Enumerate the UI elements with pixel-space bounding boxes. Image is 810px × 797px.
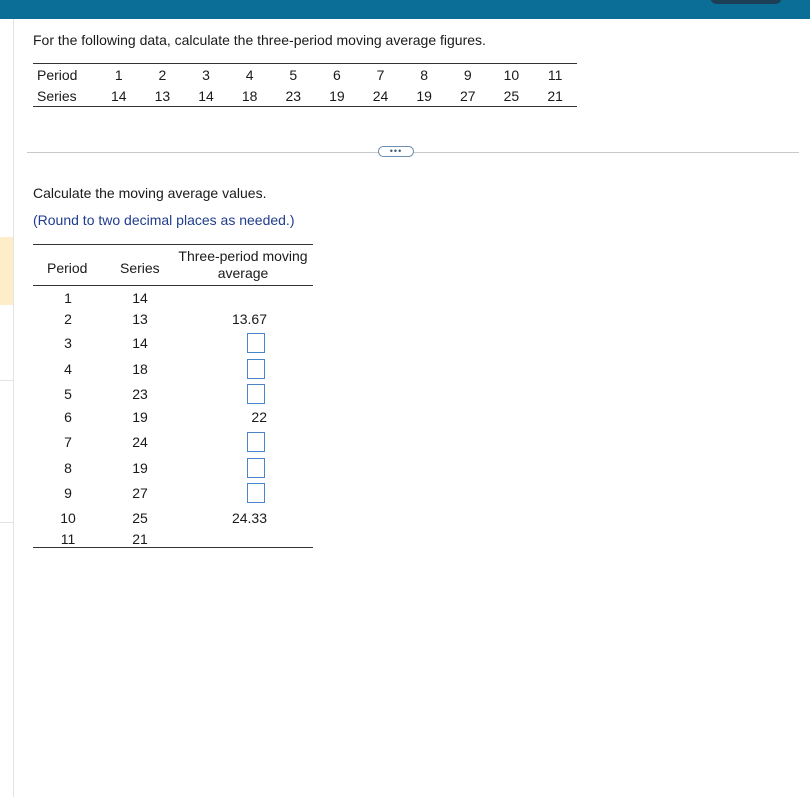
row-period: 9 [64,485,72,501]
table-row [33,407,313,427]
header-avg-line1: Three-period moving [178,248,308,264]
table-row [33,359,313,379]
row-period: 6 [64,409,72,425]
moving-average-input[interactable] [247,458,265,478]
table-body [33,286,313,547]
row-period: 4 [64,361,72,377]
period-cell: 9 [446,64,490,86]
row-period: 3 [64,335,72,351]
table-row [33,288,313,308]
table-row [33,529,313,549]
data-table [33,63,577,107]
header-moving-average [173,248,313,282]
moving-average-input[interactable] [247,333,265,353]
row-series: 25 [132,510,148,526]
header-avg-line2: average [217,265,269,281]
row-period: 5 [64,386,72,402]
table-row [33,432,313,452]
rounding-note: (Round to two decimal places as needed.) [33,212,295,228]
period-cell: 11 [533,64,577,86]
series-cell: 18 [228,85,272,107]
top-bar-button[interactable] [710,0,782,4]
table-row [33,508,313,528]
series-cell: 14 [184,85,228,107]
left-rule [13,19,14,797]
row-series: 23 [132,386,148,402]
series-cell: 13 [141,85,185,107]
moving-average-input[interactable] [247,359,265,379]
table-row [33,309,313,329]
moving-average-table [33,244,313,548]
top-bar [0,0,810,19]
period-cell: 2 [141,64,185,86]
moving-average-input[interactable] [247,384,265,404]
row-series: 14 [132,335,148,351]
row-period: 2 [64,311,72,327]
moving-average-input[interactable] [247,483,265,503]
period-cell: 10 [490,64,534,86]
series-cell: 14 [97,85,141,107]
table-row [33,458,313,478]
table-header [33,245,313,286]
row-series: 13 [132,311,148,327]
row-period: 7 [64,434,72,450]
series-cell: 21 [533,85,577,107]
row-series: 19 [132,460,148,476]
series-row-label: Series [33,85,97,107]
moving-average-input[interactable] [247,432,265,452]
period-cell: 7 [359,64,403,86]
period-cell: 6 [315,64,359,86]
header-series: Series [120,260,160,276]
series-cell: 27 [446,85,490,107]
table-row [33,483,313,503]
header-period: Period [47,260,88,276]
row-series: 21 [132,531,148,547]
row-moving-average: 22 [251,409,267,425]
left-side-tab[interactable] [0,237,13,305]
period-row-label: Period [33,64,97,86]
row-series: 18 [132,361,148,377]
series-cell: 24 [359,85,403,107]
period-cell: 1 [97,64,141,86]
row-series: 24 [132,434,148,450]
series-cell: 19 [315,85,359,107]
row-series: 27 [132,485,148,501]
row-period: 1 [64,290,72,306]
row-period: 10 [60,510,76,526]
row-moving-average: 13.67 [231,311,267,327]
series-row [33,85,577,107]
period-row [33,64,577,86]
period-cell: 8 [402,64,446,86]
more-options-button[interactable]: ••• [378,146,414,157]
row-period: 8 [64,460,72,476]
left-divider [0,522,13,523]
table-row [33,384,313,404]
table-row [33,333,313,353]
left-divider [0,380,13,381]
period-cell: 4 [228,64,272,86]
row-series: 14 [132,290,148,306]
instruction-text: Calculate the moving average values. [33,185,267,201]
series-cell: 19 [402,85,446,107]
row-series: 19 [132,409,148,425]
series-cell: 23 [272,85,316,107]
row-moving-average: 24.33 [231,510,267,526]
question-prompt: For the following data, calculate the three-period moving average figures. [33,32,486,48]
period-cell: 5 [272,64,316,86]
series-cell: 25 [490,85,534,107]
period-cell: 3 [184,64,228,86]
row-period: 11 [60,531,76,547]
